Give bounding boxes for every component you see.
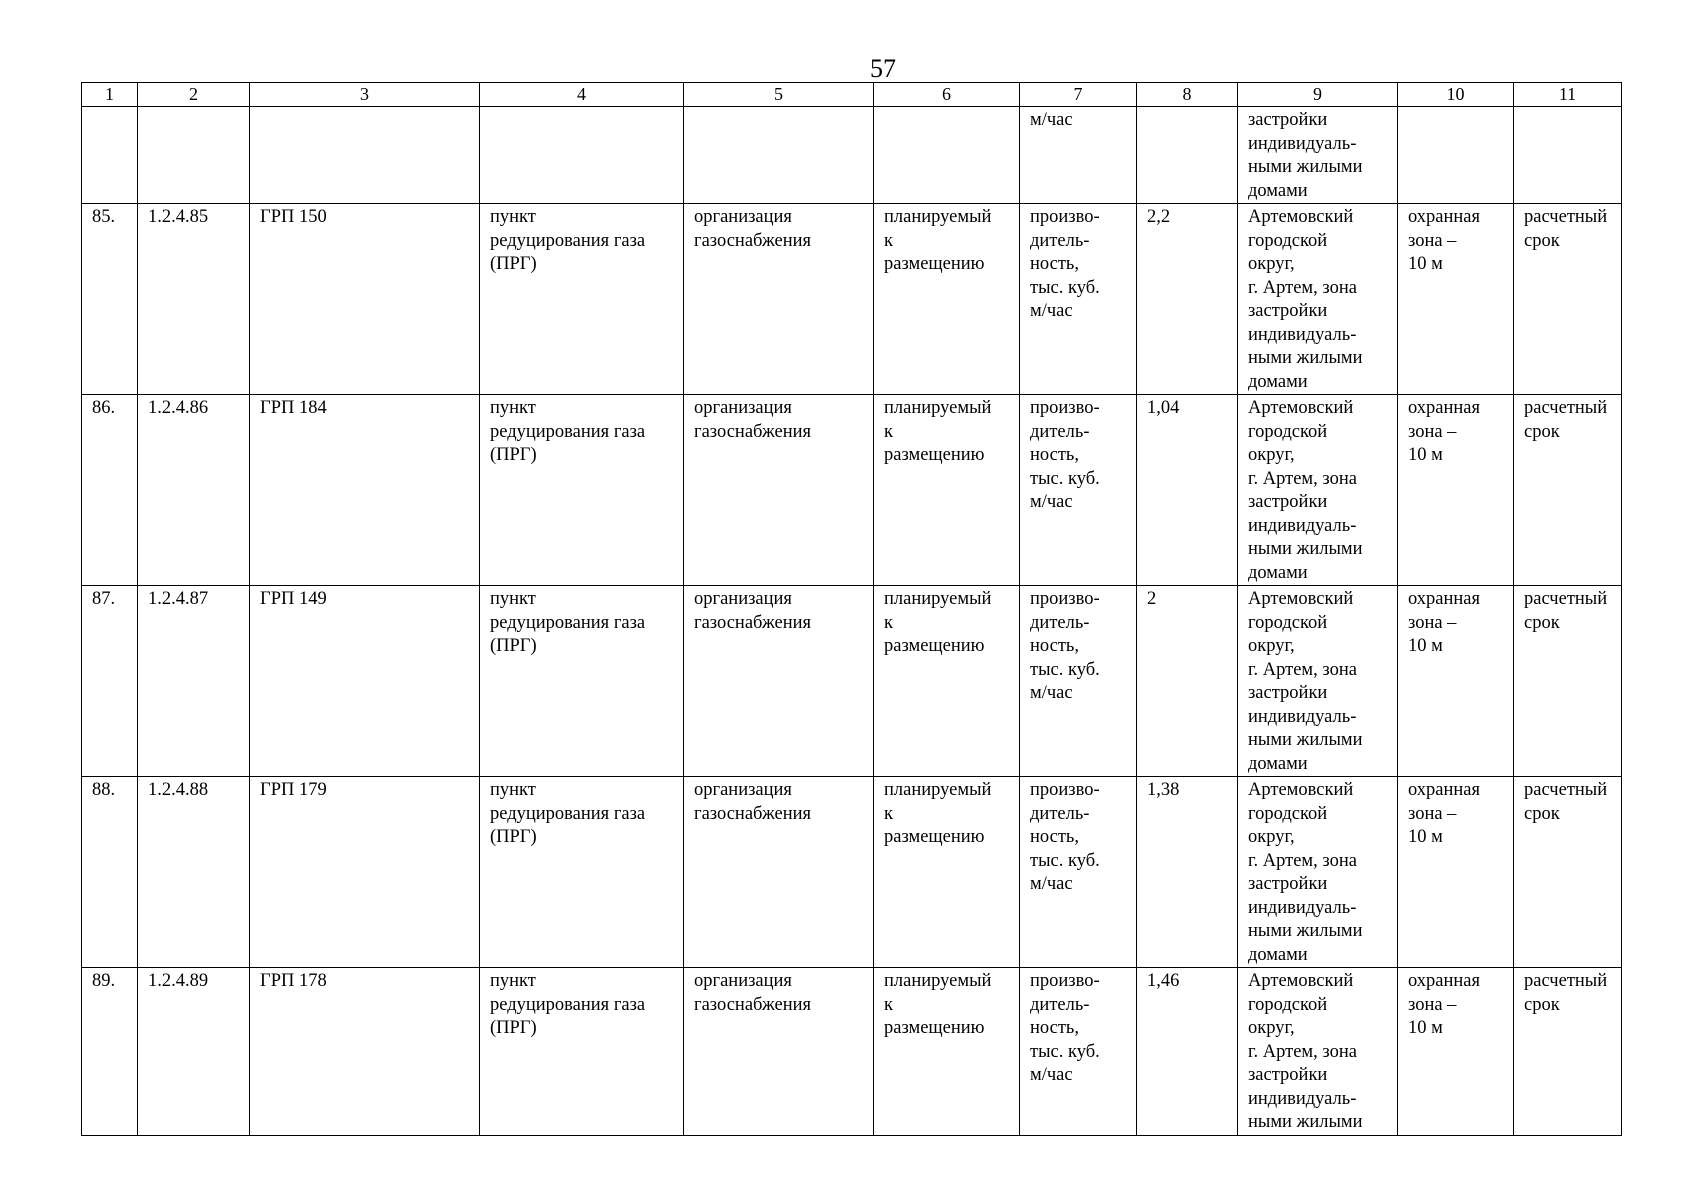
term-cell: расчетный срок xyxy=(1514,968,1622,1136)
table-row xyxy=(82,777,1622,968)
column-number: 8 xyxy=(1137,83,1238,107)
characteristic-cell: произво- дитель- ность, тыс. куб. м/час xyxy=(1020,395,1137,586)
column-number: 2 xyxy=(138,83,250,107)
page-number: 57 xyxy=(870,54,896,83)
row-number-cell: 87. xyxy=(82,586,138,777)
column-number: 7 xyxy=(1020,83,1137,107)
column-number-row xyxy=(82,83,1622,107)
term-cell: расчетный срок xyxy=(1514,395,1622,586)
term-cell: расчетный срок xyxy=(1514,586,1622,777)
table-row xyxy=(82,204,1622,395)
code-cell: 1.2.4.85 xyxy=(138,204,250,395)
purpose-cell: организация газоснабжения xyxy=(684,204,874,395)
term-cell: расчетный срок xyxy=(1514,777,1622,968)
name-cell: ГРП 150 xyxy=(250,204,480,395)
column-number: 5 xyxy=(684,83,874,107)
characteristic-cell: произво- дитель- ность, тыс. куб. м/час xyxy=(1020,968,1137,1136)
row-number-cell: 88. xyxy=(82,777,138,968)
code-cell: 1.2.4.87 xyxy=(138,586,250,777)
column-number: 10 xyxy=(1398,83,1514,107)
status-cell: планируемый к размещению xyxy=(874,586,1020,777)
status-cell: планируемый к размещению xyxy=(874,777,1020,968)
value-cell: 1,04 xyxy=(1137,395,1238,586)
kind-cell: пункт редуцирования газа (ПРГ) xyxy=(480,777,684,968)
name-cell: ГРП 149 xyxy=(250,586,480,777)
zone-cell: охранная зона – 10 м xyxy=(1398,968,1514,1136)
value-cell: 1,46 xyxy=(1137,968,1238,1136)
row-number-cell: 89. xyxy=(82,968,138,1136)
column-number: 1 xyxy=(82,83,138,107)
zone-cell: охранная зона – 10 м xyxy=(1398,586,1514,777)
code-cell: 1.2.4.88 xyxy=(138,777,250,968)
row-number-cell: 85. xyxy=(82,204,138,395)
characteristic-cell: м/час xyxy=(1020,107,1137,204)
location-cell: Артемовский городской округ, г. Артем, зона застройки индивидуаль- ными жилыми домами xyxy=(1238,586,1398,777)
kind-cell: пункт редуцирования газа (ПРГ) xyxy=(480,204,684,395)
name-cell: ГРП 178 xyxy=(250,968,480,1136)
row-number-cell: 86. xyxy=(82,395,138,586)
status-cell: планируемый к размещению xyxy=(874,204,1020,395)
location-cell: застройки индивидуаль- ными жилыми домами xyxy=(1238,107,1398,204)
status-cell: планируемый к размещению xyxy=(874,395,1020,586)
characteristic-cell: произво- дитель- ность, тыс. куб. м/час xyxy=(1020,586,1137,777)
table-row xyxy=(82,395,1622,586)
zone-cell: охранная зона – 10 м xyxy=(1398,777,1514,968)
purpose-cell: организация газоснабжения xyxy=(684,968,874,1136)
objects-table xyxy=(81,82,1622,1136)
column-number: 9 xyxy=(1238,83,1398,107)
column-number: 6 xyxy=(874,83,1020,107)
kind-cell: пункт редуцирования газа (ПРГ) xyxy=(480,395,684,586)
characteristic-cell: произво- дитель- ность, тыс. куб. м/час xyxy=(1020,777,1137,968)
location-cell: Артемовский городской округ, г. Артем, зона застройки индивидуаль- ными жилыми домами xyxy=(1238,777,1398,968)
name-cell: ГРП 184 xyxy=(250,395,480,586)
continuation-row xyxy=(82,107,1622,204)
purpose-cell: организация газоснабжения xyxy=(684,395,874,586)
status-cell: планируемый к размещению xyxy=(874,968,1020,1136)
term-cell: расчетный срок xyxy=(1514,204,1622,395)
name-cell: ГРП 179 xyxy=(250,777,480,968)
location-cell: Артемовский городской округ, г. Артем, зона застройки индивидуаль- ными жилыми домами xyxy=(1238,395,1398,586)
location-cell: Артемовский городской округ, г. Артем, зона застройки индивидуаль- ными жилыми xyxy=(1238,968,1398,1136)
value-cell: 2,2 xyxy=(1137,204,1238,395)
value-cell: 2 xyxy=(1137,586,1238,777)
value-cell: 1,38 xyxy=(1137,777,1238,968)
purpose-cell: организация газоснабжения xyxy=(684,777,874,968)
zone-cell: охранная зона – 10 м xyxy=(1398,395,1514,586)
location-cell: Артемовский городской округ, г. Артем, зона застройки индивидуаль- ными жилыми домами xyxy=(1238,204,1398,395)
kind-cell: пункт редуцирования газа (ПРГ) xyxy=(480,968,684,1136)
column-number: 11 xyxy=(1514,83,1622,107)
column-number: 4 xyxy=(480,83,684,107)
table-row xyxy=(82,968,1622,1136)
code-cell: 1.2.4.89 xyxy=(138,968,250,1136)
column-number: 3 xyxy=(250,83,480,107)
kind-cell: пункт редуцирования газа (ПРГ) xyxy=(480,586,684,777)
table-row xyxy=(82,586,1622,777)
zone-cell: охранная зона – 10 м xyxy=(1398,204,1514,395)
code-cell: 1.2.4.86 xyxy=(138,395,250,586)
characteristic-cell: произво- дитель- ность, тыс. куб. м/час xyxy=(1020,204,1137,395)
purpose-cell: организация газоснабжения xyxy=(684,586,874,777)
